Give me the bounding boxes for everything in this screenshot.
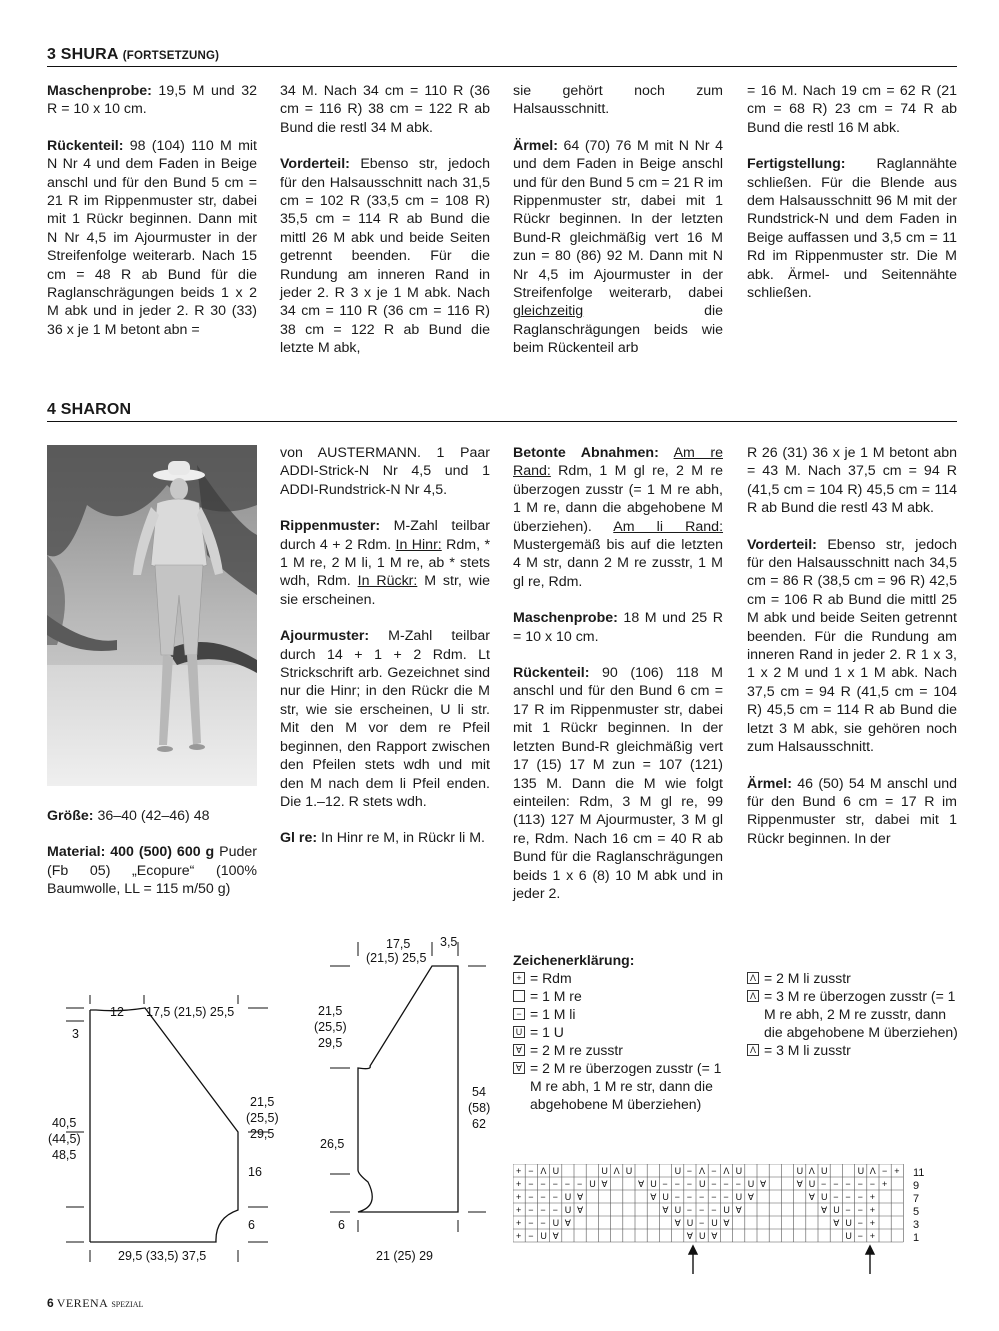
sleeve-schematic (300, 930, 500, 1270)
label: Fertigstellung: (747, 156, 846, 173)
chart-cell-symbol: + (882, 1179, 888, 1189)
chart-cell-symbol: ∀ (747, 1192, 754, 1202)
text: 90 (106) 118 M anschl und für den Bund 6 cm = 17 R im Rippenmuster str, dabei mit 1 Rückr beginnen. In der letzten Bund-R gleichmäßig vert 17 (15) 17 M zun = 107 (121) 135 M. Dann die M wie folgt einteilen: Rdm, 3 M gl re, 99 (113) 127 M Ajourmuster, 3 M gl re, Rdm. Nach 16 cm = 40 R ab Bund für die Raglanschrägungen beids 1 x 6 (8) 10 M abk und in jeder 2. (513, 665, 723, 902)
chart-cell-symbol: + (516, 1166, 522, 1176)
chart-cell-symbol: ∀ (833, 1218, 840, 1228)
chart-cell-symbol: − (564, 1179, 571, 1189)
legend-item (513, 987, 728, 1005)
chart-cell-symbol: U (857, 1166, 865, 1176)
chart-cell-symbol: ∀ (821, 1205, 828, 1215)
chart-cell-symbol: − (845, 1192, 851, 1202)
text: Mustergemäß bis auf die letzten 4 M str, dann 2 M re zusstr, 1 M gl re, Rdm. (513, 537, 723, 590)
chart-cell-symbol: − (540, 1205, 546, 1215)
section-3-heading: 3 SHURA (47, 46, 119, 63)
chart-cell-symbol: U (564, 1205, 572, 1215)
label: Rückenteil: (47, 137, 124, 154)
chart-cell-symbol: Λ (869, 1166, 876, 1176)
chart-cell-symbol: ∀ (577, 1205, 584, 1215)
text: Rdm, * 1 M re, 2 M li, 1 M re, ab * stets wdh, Rdm. (280, 536, 490, 590)
s3-column-4 (747, 82, 957, 320)
text: R 26 (31) 36 x je 1 M betont abn = 43 M. Nach 37,5 cm = 94 R (41,5 cm = 104 R) 45,5 cm = 114 R ab Bund die restl 43 M abk. (747, 445, 957, 517)
body-neck-drop-label: 3 (72, 1027, 79, 1041)
label: Betonte Abnahmen: (513, 445, 659, 461)
arrow-up-icon (689, 1246, 697, 1254)
chart-cell-symbol: − (711, 1179, 717, 1189)
chart-cell-symbol: − (686, 1166, 693, 1176)
chart-cell-symbol: − (674, 1192, 680, 1202)
chart-cell-symbol: ∀ (662, 1205, 669, 1215)
symbol-p2tog-icon: Λ (747, 972, 759, 984)
text: Rdm, 1 M gl re, 2 M re überzogen zusstr (= 1 M re abh, 1 M re, dann die abgehobene M überziehen). (513, 463, 723, 535)
chart-cell-symbol: ∀ (735, 1205, 742, 1215)
sleeve-length-3: 62 (472, 1117, 486, 1131)
chart-cell-symbol: U (808, 1179, 816, 1189)
chart-cell-symbol: U (625, 1166, 633, 1176)
chart-cell-symbol: − (686, 1179, 693, 1189)
body-side-height-2: (44,5) (48, 1132, 81, 1146)
body-raglan-height-3: 29,5 (250, 1127, 275, 1141)
chart-cell-symbol: Λ (699, 1166, 706, 1176)
chart-cell-symbol: − (552, 1179, 558, 1189)
chart-cell-symbol: ∀ (686, 1231, 693, 1241)
row-number: 5 (913, 1206, 920, 1218)
text: sie gehört noch zum Halsausschnitt. (513, 83, 723, 118)
chart-cell-symbol: + (869, 1192, 876, 1202)
legend-text: = 2 M re überzogen zusstr (= 1 M re abh, 1 M re str, dann die abgehobene M überziehen) (530, 1060, 722, 1112)
sleeve-lower-label: 26,5 (320, 1137, 345, 1151)
body-lower-label: 16 (248, 1165, 262, 1179)
chart-cell-symbol: − (857, 1231, 863, 1241)
legend-item (513, 1059, 728, 1113)
body-band-label: 6 (248, 1218, 255, 1232)
chart-cell-symbol: ∀ (723, 1218, 730, 1228)
chart-cell-symbol: + (869, 1231, 876, 1241)
chart-cell-symbol: − (711, 1192, 717, 1202)
chart-cell-symbol: U (845, 1231, 852, 1241)
label: Vorderteil: (280, 156, 350, 173)
chart-cell-symbol: + (516, 1179, 522, 1189)
label: Gl re: (280, 830, 318, 847)
chart-cell-symbol: − (686, 1192, 693, 1202)
label: Maschenprobe: (47, 83, 152, 99)
photo-illustration (47, 445, 257, 786)
chart-cell-symbol: U (650, 1179, 657, 1189)
brand-name: VERENA (56, 1296, 109, 1310)
underlined-text: In Hinr: (395, 536, 442, 553)
chart-cell-symbol: U (564, 1192, 572, 1202)
legend-left (513, 951, 728, 1113)
chart-cell-symbol: U (686, 1218, 694, 1228)
chart-cell-symbol: U (540, 1231, 547, 1241)
s4-column-4 (747, 444, 957, 866)
arrow-up-icon (866, 1246, 874, 1254)
chart-cell-symbol: U (662, 1192, 669, 1202)
chart-cell-symbol: U (699, 1231, 706, 1241)
chart-cell-symbol: U (589, 1179, 596, 1189)
chart-row-numbers (913, 1167, 924, 1244)
text: M-Zahl teilbar durch 4 + 2 Rdm. (280, 518, 490, 553)
chart-cell-symbol: + (869, 1218, 876, 1228)
sleeve-top-1: 17,5 (386, 937, 411, 951)
chart-cell-symbol: − (528, 1231, 534, 1241)
chart-cell-symbol: − (528, 1218, 534, 1228)
body-side-height-3: 48,5 (52, 1148, 77, 1162)
s4-column-1 (47, 807, 257, 917)
s3-column-3 (513, 82, 723, 376)
text: In Hinr re M, in Rückr li M. (317, 830, 485, 847)
chart-cell-symbol: U (735, 1192, 743, 1202)
page-number: 6 (47, 1296, 54, 1310)
chart-cell-symbol: − (674, 1179, 680, 1189)
chart-cell-symbol: + (516, 1218, 522, 1228)
text: 64 (70) 76 M mit N Nr 4 und dem Faden in Beige anschl und für den Bund 5 cm = 21 R im Rippenmuster str, dabei mit 1 Rückr beginnen. In der letzten Bund-R gleichmäßig vert 16 M zun = 80 (86) 92 M. Dann mit N Nr 4,5 im Ajourmuster in der Streifenfolge weiterarb, dabei (513, 137, 723, 302)
chart-cell-symbol: Λ (540, 1166, 547, 1176)
chart-cell-symbol: − (699, 1205, 705, 1215)
chart-cell-symbol: − (686, 1205, 693, 1215)
section-3-subtitle: (FORTSETZUNG) (122, 50, 220, 62)
underlined-text: Am re Rand: (513, 445, 723, 480)
chart-cell-symbol: ∀ (808, 1192, 815, 1202)
legend-item (513, 1041, 728, 1059)
text: 36–40 (42–46) 48 (93, 808, 210, 824)
legend-item (513, 1023, 728, 1041)
chart-cell-symbol: − (821, 1179, 827, 1189)
symbol-rdm-icon: + (513, 972, 525, 984)
body-raglan-height-1: 21,5 (250, 1095, 275, 1109)
text: Ebenso str, jedoch für den Halsausschnitt nach 34,5 cm = 86 R (38,5 cm = 96 R) 42,5 cm = 106 R ab Bund die mittl 25 M abk und beide Seiten getrennt beenden. Für die Rundung am inneren Rand in jeder 2. R 1 x 3, 1 x 2 M und 1 x 1 M abk. Nach 37,5 cm = 94 R (41,5 cm = 104 R) 45,5 cm = 114 R ab Bund die letzt 3 M abk, sie gehören noch zum Halsausschnitt. (747, 536, 957, 756)
chart-cell-symbol: − (699, 1192, 705, 1202)
row-number: 7 (913, 1193, 920, 1205)
legend-title: Zeichenerklärung: (513, 952, 635, 968)
chart-cell-symbol: + (516, 1205, 522, 1215)
chart-cell-symbol: − (528, 1166, 534, 1176)
chart-cell-symbol: − (857, 1192, 863, 1202)
chart-cell-symbol: − (833, 1192, 839, 1202)
sleeve-length-1: 54 (472, 1085, 486, 1099)
sleeve-length-2: (58) (468, 1101, 491, 1115)
chart-cell-symbol: − (869, 1179, 876, 1189)
row-number: 11 (913, 1167, 925, 1179)
chart-cell-symbol: U (821, 1166, 828, 1176)
chart-cell-symbol: − (845, 1205, 851, 1215)
chart-cell-symbol: − (699, 1218, 705, 1228)
chart-cell-symbol: U (699, 1179, 706, 1189)
repeat-arrows (689, 1246, 874, 1274)
chart-cell-symbol: Λ (613, 1166, 620, 1176)
legend-text: = Rdm (530, 970, 572, 986)
chart-cell-symbol: − (528, 1179, 534, 1189)
text: M-Zahl teilbar durch 14 + 1 + 2 Rdm. Lt Strickschrift arb. Gezeichnet sind nur die Hinr; in den Rückr die M str, wie sie erscheinen, U li str. Mit den M vor dem re Pfeil beginnen, den Rapport zwischen den Pfeilen stets wdh und mit den M nach dem li Pfeil enden. Die 1.–12. R stets wdh. (280, 628, 490, 810)
legend-right (747, 969, 959, 1059)
legend-text: = 1 M re (530, 988, 582, 1004)
body-side-height-1: 40,5 (52, 1116, 77, 1130)
text: Ebenso str, jedoch für den Halsausschnitt nach 31,5 cm = 102 R (33,5 cm = 108 R) 35,5 cm = 114 R ab Bund die mittl 26 M abk und beide Seiten getrennt beenden. Für die Rundung am inneren Rand in jeder 2. R 3 x je 1 M abk. Nach 34 cm = 110 R (36 cm = 116 R) 38 cm = 122 R ab Bund die letzte M abk, (280, 156, 490, 357)
chart-cell-symbol: ∀ (564, 1218, 571, 1228)
chart-cell-symbol: U (552, 1218, 560, 1228)
chart-cell-symbol: ∀ (650, 1192, 657, 1202)
legend-text: = 2 M re zusstr (530, 1042, 623, 1058)
section-4-rule (47, 421, 957, 422)
chart-cell-symbol: − (723, 1179, 729, 1189)
text: 18 M und 25 R = 10 x 10 cm. (513, 610, 723, 645)
body-raglan-height-2: (25,5) (246, 1111, 279, 1125)
chart-cell-symbol: − (711, 1166, 717, 1176)
label: Ajourmuster: (280, 628, 370, 645)
underlined-text: Am li Rand: (613, 518, 724, 535)
stitch-chart (513, 1164, 933, 1276)
text: 98 (104) 110 M mit N Nr 4 und dem Faden in Beige anschl und für den Bund 5 cm = 21 R im Rippenmuster str, dabei mit 1 Rückr beginnen. Dann mit N Nr 4,5 im Ajourmuster in der Streifenfolge weiterarb. Nach 15 cm = 48 R ab Bund für die Raglanschrägungen beids 1 x 2 M abk und in jeder 2. R 30 (33) 36 x je 1 M betont abn = (47, 137, 257, 338)
chart-cell-symbol: − (845, 1179, 851, 1189)
chart-cell-symbol: + (869, 1205, 876, 1215)
chart-cell-symbol: − (711, 1205, 717, 1215)
sleeve-raglan-1: 21,5 (318, 1004, 343, 1018)
chart-cell-symbol: ∀ (796, 1179, 803, 1189)
chart-cell-symbol: ∀ (674, 1218, 681, 1228)
chart-cell-symbol: ∀ (760, 1179, 767, 1189)
chart-cell-symbol: ∀ (577, 1192, 584, 1202)
label: Vorderteil: (747, 536, 817, 553)
chart-cell-symbol: − (540, 1192, 546, 1202)
text: 34 M. Nach 34 cm = 110 R (36 cm = 116 R) 38 cm = 122 R ab Bund die restl 34 M abk. (280, 83, 490, 136)
row-number: 3 (913, 1219, 920, 1231)
row-number: 1 (913, 1232, 920, 1244)
text: von AUSTERMANN. 1 Paar ADDI-Strick-N Nr 4,5 und 1 ADDI-Rundstrick-N Nr 4,5. (280, 445, 490, 498)
text: Raglannähte schließen. Für die Blende aus dem Halsausschnitt 96 M mit der Rundstrick-N und dem Faden in Beige auffassen und 3,5 cm = 11 Rd im Rippenmuster str. Die M abk. Ärmel- und Seitennähte schließen. (747, 156, 957, 302)
chart-cell-symbol: + (516, 1192, 522, 1202)
chart-cell-symbol: U (552, 1166, 560, 1176)
legend-item (747, 987, 959, 1041)
chart-cell-symbol: ∀ (601, 1179, 608, 1189)
chart-cell-symbol: − (857, 1218, 863, 1228)
chart-cell-symbol: ∀ (552, 1231, 559, 1241)
section-4-heading: 4 SHARON (47, 401, 132, 418)
chart-cell-symbol: U (821, 1192, 828, 1202)
body-outline (90, 1008, 238, 1242)
chart-cell-symbol: − (882, 1166, 888, 1176)
chart-cell-symbol: − (540, 1218, 546, 1228)
chart-cell-symbol: − (833, 1179, 839, 1189)
legend-text: = 3 M li zusstr (764, 1042, 851, 1058)
chart-cell-symbol: U (796, 1166, 804, 1176)
chart-cell-symbol: − (735, 1179, 741, 1189)
chart-cell-symbol: − (577, 1179, 583, 1189)
label: Größe: (47, 808, 94, 824)
text: die Raglanschrägungen beids wie beim Rückenteil arb (513, 303, 723, 357)
chart-cell-symbol: − (528, 1205, 534, 1215)
chart-cell-symbol: − (723, 1192, 729, 1202)
page-footer (47, 1296, 143, 1311)
text: 19,5 M und 32 R = 10 x 10 cm. (47, 83, 257, 118)
legend-item (747, 969, 959, 987)
legend-item (513, 1005, 728, 1023)
section-4-title (47, 401, 131, 419)
sleeve-outline (358, 966, 458, 1212)
chart-cell-symbol: + (894, 1166, 900, 1176)
legend-text: = 2 M li zusstr (764, 970, 851, 986)
chart-cell-symbol: − (552, 1192, 558, 1202)
body-top-right-label: 17,5 (21,5) 25,5 (146, 1005, 235, 1019)
legend-item (747, 1041, 959, 1059)
section-3-title (47, 46, 219, 64)
brand-sub: SPEZIAL (111, 1300, 144, 1309)
row-number: 9 (913, 1180, 920, 1192)
chart-cell-symbol: U (833, 1205, 840, 1215)
label: Material: 400 (500) 600 g (47, 844, 215, 861)
chart-cell-symbol: U (735, 1166, 743, 1176)
chart-cell-symbol: ∀ (638, 1179, 645, 1189)
label: Rippenmuster: (280, 518, 381, 535)
body-top-left-label: 12 (110, 1005, 124, 1019)
label: Maschenprobe: (513, 610, 618, 627)
symbol-purl-icon: − (513, 1008, 525, 1020)
text: M str, wie sie erscheinen. (280, 573, 490, 608)
section-3-rule (47, 66, 957, 67)
underlined-text: gleichzeitig (513, 303, 584, 320)
legend-item (513, 969, 728, 987)
sleeve-band-label: 6 (338, 1218, 345, 1232)
sleeve-width-label: 21 (25) 29 (376, 1249, 433, 1263)
chart-cell-symbol: − (857, 1205, 863, 1215)
chart-cell-symbol: U (747, 1179, 755, 1189)
underlined-text: In Rückr: (357, 573, 418, 590)
s4-column-2 (280, 444, 490, 866)
chart-cell-symbol: + (516, 1231, 522, 1241)
text: 46 (50) 54 M anschl und für den Bund 6 cm = 17 R im Rippenmuster str, dabei mit 1 Rückr beginnen. In der (747, 775, 957, 847)
chart-cell-symbol: − (857, 1179, 863, 1189)
s4-column-3 (513, 444, 723, 921)
chart-cell-symbol: − (662, 1179, 668, 1189)
chart-cell-symbol: − (552, 1205, 558, 1215)
sleeve-raglan-3: 29,5 (318, 1036, 343, 1050)
model-photo (47, 445, 257, 786)
text: Puder (Fb 05) „Ecopure“ (100% Baumwolle, LL = 115 m/50 g) (47, 844, 257, 898)
symbol-p3tog-icon: Λ (747, 1044, 759, 1056)
chart-cell-symbol: U (723, 1205, 730, 1215)
legend-text: = 3 M re überzogen zusstr (= 1 M re abh, 2 M re zusstr, dann die abgehobene M überziehen) (764, 988, 958, 1040)
sleeve-top-2: (21,5) 25,5 (366, 951, 427, 965)
chart-cell-symbol: − (540, 1179, 546, 1189)
chart-cell-symbol: − (528, 1192, 534, 1202)
text: = 16 M. Nach 19 cm = 62 R (21 cm = 68 R) 23 cm = 74 R ab Bund die restl 16 M abk. (747, 83, 957, 136)
symbol-k2tog-icon: ∀ (513, 1044, 525, 1056)
s3-column-1 (47, 82, 257, 357)
chart-cell-symbol: Λ (808, 1166, 815, 1176)
sleeve-raglan-2: (25,5) (314, 1020, 347, 1034)
symbol-sk2p-icon: Λ (747, 990, 759, 1002)
chart-cell-symbol: U (845, 1218, 852, 1228)
body-schematic (40, 990, 280, 1270)
legend-text: = 1 U (530, 1024, 564, 1040)
chart-cell-symbol: U (674, 1205, 682, 1215)
chart-cell-symbol: U (601, 1166, 608, 1176)
body-width-label: 29,5 (33,5) 37,5 (118, 1249, 207, 1263)
sleeve-top-small: 3,5 (440, 935, 458, 949)
symbol-yarnover-icon: U (513, 1026, 525, 1038)
chart-cell-symbol: Λ (723, 1166, 730, 1176)
label: Rückenteil: (513, 665, 590, 682)
legend-text: = 1 M li (530, 1006, 576, 1022)
chart-cell-symbol: ∀ (711, 1231, 718, 1241)
symbol-skp-icon: ∀ (513, 1062, 525, 1074)
symbol-knit-icon (513, 990, 525, 1002)
label: Ärmel: (513, 137, 558, 154)
s3-column-2 (280, 82, 490, 376)
chart-cell-symbol: U (711, 1218, 718, 1228)
chart-cell-symbol: U (674, 1166, 682, 1176)
label: Ärmel: (747, 775, 792, 792)
